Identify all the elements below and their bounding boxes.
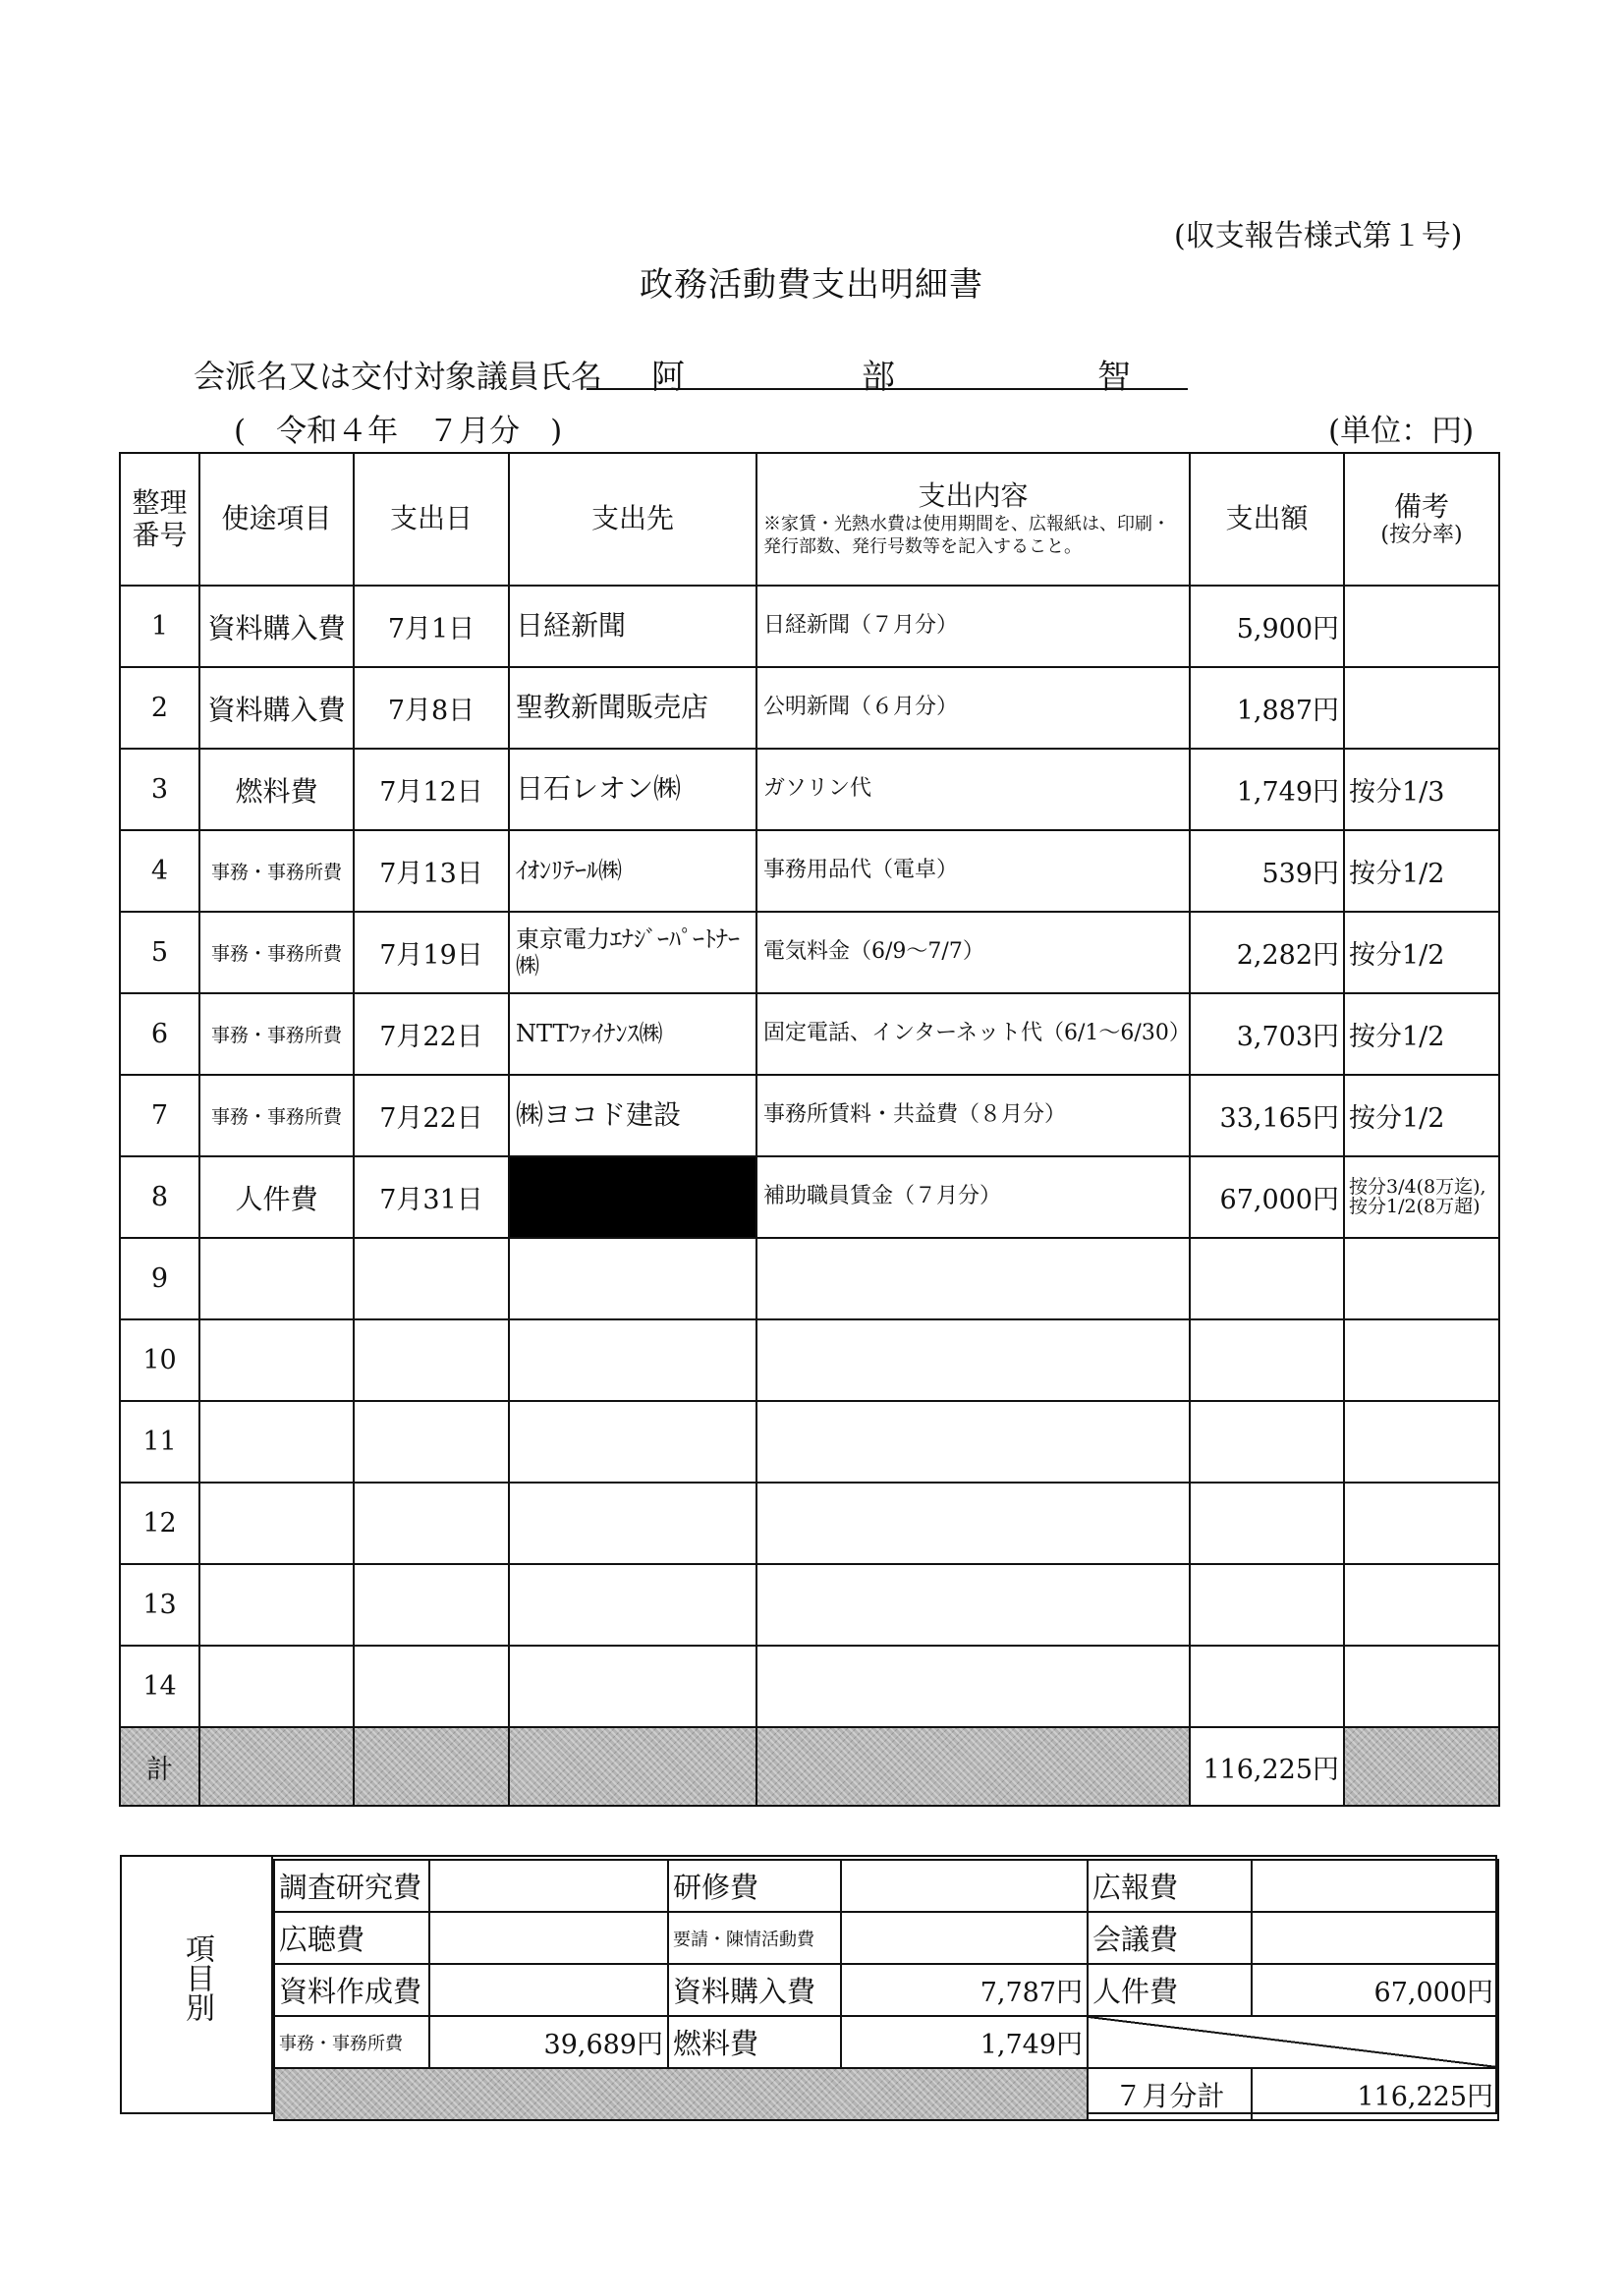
row-payee: NTTﾌｧｲﾅﾝｽ㈱ (509, 993, 756, 1075)
row-note: 按分1/3 (1344, 749, 1499, 830)
summary-category-label: 資料作成費 (274, 1964, 429, 2016)
table-row (120, 1075, 1499, 1156)
table-row (120, 1564, 1499, 1646)
row-note (1344, 1319, 1499, 1401)
row-payee: 日経新聞 (509, 586, 756, 667)
row-amount: 1,887円 (1190, 667, 1344, 749)
row-date (354, 1401, 509, 1483)
row-number: 5 (120, 912, 199, 993)
row-payee: 日石レオン㈱ (509, 749, 756, 830)
row-note (1344, 586, 1499, 667)
table-row (120, 1156, 1499, 1238)
row-note (1344, 1564, 1499, 1646)
row-date: 7月22日 (354, 1075, 509, 1156)
row-purpose: 燃料費 (199, 749, 354, 830)
row-number: 12 (120, 1483, 199, 1564)
row-amount (1190, 1319, 1344, 1401)
row-content: 日経新聞（７月分） (756, 586, 1190, 667)
header-content-note: ※家賃・光熱水費は使用期間を、広報紙は、印刷・発行部数、発行号数等を記入すること。 (763, 514, 1170, 557)
row-purpose (199, 1646, 354, 1727)
row-purpose (199, 1564, 354, 1646)
total-hatched-cell (1344, 1727, 1499, 1806)
row-date (354, 1483, 509, 1564)
row-number: 10 (120, 1319, 199, 1401)
row-date: 7月12日 (354, 749, 509, 830)
summary-row (274, 1964, 1498, 2016)
row-content (756, 1319, 1190, 1401)
table-row (120, 586, 1499, 667)
table-row (120, 912, 1499, 993)
total-amount: 116,225円 (1190, 1727, 1344, 1806)
row-content: 固定電話、インターネット代（6/1～6/30） (756, 993, 1190, 1075)
row-number: 7 (120, 1075, 199, 1156)
row-purpose (199, 1483, 354, 1564)
table-row (120, 1401, 1499, 1483)
total-label: 計 (120, 1727, 199, 1806)
summary-row (274, 1912, 1498, 1964)
row-payee (509, 1319, 756, 1401)
expenditure-table (119, 452, 1500, 1807)
row-content: 事務用品代（電卓） (756, 830, 1190, 912)
row-amount: 33,165円 (1190, 1075, 1344, 1156)
table-row (120, 1646, 1499, 1727)
member-name-char: 智 (1097, 358, 1131, 397)
header-content-title: 支出内容 (918, 478, 1029, 512)
row-amount (1190, 1401, 1344, 1483)
summary-category-label: 燃料費 (668, 2016, 841, 2068)
row-amount: 5,900円 (1190, 586, 1344, 667)
summary-category-value (1252, 1912, 1498, 1964)
total-hatched-cell (756, 1727, 1190, 1806)
summary-category-label: 要請・陳情活動費 (668, 1912, 841, 1964)
row-payee (509, 1238, 756, 1319)
summary-category-value (841, 1860, 1088, 1912)
summary-total-row (274, 2068, 1498, 2120)
row-date: 7月13日 (354, 830, 509, 912)
summary-category-value (429, 1860, 668, 1912)
summary-hatched-cell (274, 2068, 1088, 2120)
row-content (756, 1238, 1190, 1319)
summary-category-value: 1,749円 (841, 2016, 1088, 2068)
summary-category-value: 39,689円 (429, 2016, 668, 2068)
row-purpose: 人件費 (199, 1156, 354, 1238)
summary-category-label: 調査研究費 (274, 1860, 429, 1912)
header-note: 備考 (按分率) (1344, 453, 1499, 586)
row-number: 4 (120, 830, 199, 912)
header-payee: 支出先 (509, 453, 756, 586)
header-number: 整理 番号 (120, 453, 199, 586)
member-name-char: 阿 (651, 358, 685, 397)
table-row (120, 749, 1499, 830)
row-note (1344, 1401, 1499, 1483)
summary-row (274, 2016, 1498, 2068)
row-date (354, 1646, 509, 1727)
row-date: 7月31日 (354, 1156, 509, 1238)
summary-side-label-text: 項目別 (180, 1933, 214, 2022)
form-type-label: (収支報告様式第１号) (1174, 219, 1463, 253)
row-amount (1190, 1646, 1344, 1727)
row-amount: 67,000円 (1190, 1156, 1344, 1238)
row-payee (509, 1483, 756, 1564)
row-payee: 聖教新聞販売店 (509, 667, 756, 749)
row-content: 公明新聞（６月分） (756, 667, 1190, 749)
row-purpose (199, 1238, 354, 1319)
month-total-label: ７月分計 (1088, 2068, 1252, 2120)
row-content: 事務所賃料・共益費（８月分） (756, 1075, 1190, 1156)
header-purpose: 使途項目 (199, 453, 354, 586)
summary-category-value (1252, 1860, 1498, 1912)
row-number: 9 (120, 1238, 199, 1319)
row-amount: 1,749円 (1190, 749, 1344, 830)
header-amount: 支出額 (1190, 453, 1344, 586)
row-payee: ｲｵﾝﾘﾃｰﾙ㈱ (509, 830, 756, 912)
row-amount: 3,703円 (1190, 993, 1344, 1075)
summary-category-value: 67,000円 (1252, 1964, 1498, 2016)
row-content (756, 1483, 1190, 1564)
row-date: 7月19日 (354, 912, 509, 993)
table-row (120, 830, 1499, 912)
header-date: 支出日 (354, 453, 509, 586)
report-period: ( 令和４年 ７月分 ) (234, 414, 563, 449)
row-payee (509, 1401, 756, 1483)
row-purpose (199, 1401, 354, 1483)
row-amount: 2,282円 (1190, 912, 1344, 993)
redacted-payee-block (509, 1156, 756, 1238)
row-note: 按分1/2 (1344, 993, 1499, 1075)
member-name-char: 部 (862, 358, 895, 397)
row-content (756, 1564, 1190, 1646)
row-note (1344, 1238, 1499, 1319)
total-row (120, 1727, 1499, 1806)
summary-category-label: 資料購入費 (668, 1964, 841, 2016)
row-content: 電気料金（6/9～7/7） (756, 912, 1190, 993)
row-purpose: 事務・事務所費 (199, 830, 354, 912)
row-content (756, 1401, 1190, 1483)
row-amount (1190, 1564, 1344, 1646)
row-payee (509, 1564, 756, 1646)
table-row (120, 667, 1499, 749)
table-header-row (120, 453, 1499, 586)
row-amount (1190, 1483, 1344, 1564)
summary-category-label: 会議費 (1088, 1912, 1252, 1964)
row-payee: 東京電力ｴﾅｼﾞｰﾊﾟｰﾄﾅｰ㈱ (509, 912, 756, 993)
summary-table (273, 1859, 1499, 2121)
month-total-value: 116,225円 (1252, 2068, 1498, 2120)
row-number: 13 (120, 1564, 199, 1646)
row-note (1344, 667, 1499, 749)
summary-side-label (120, 1855, 273, 2114)
row-number: 14 (120, 1646, 199, 1727)
member-name-label: 会派名又は交付対象議員氏名 (194, 358, 603, 395)
row-note: 按分1/2 (1344, 912, 1499, 993)
row-date: 7月22日 (354, 993, 509, 1075)
row-number: 3 (120, 749, 199, 830)
total-hatched-cell (199, 1727, 354, 1806)
row-purpose: 事務・事務所費 (199, 1075, 354, 1156)
summary-category-label: 広報費 (1088, 1860, 1252, 1912)
summary-category-value (841, 1912, 1088, 1964)
summary-diagonal-blank (1088, 2016, 1498, 2068)
row-date: 7月1日 (354, 586, 509, 667)
row-note: 按分1/2 (1344, 830, 1499, 912)
table-row (120, 1483, 1499, 1564)
total-hatched-cell (354, 1727, 509, 1806)
row-purpose: 資料購入費 (199, 586, 354, 667)
summary-category-label: 広聴費 (274, 1912, 429, 1964)
row-number: 11 (120, 1401, 199, 1483)
document-title: 政務活動費支出明細書 (640, 265, 983, 305)
summary-category-label: 事務・事務所費 (274, 2016, 429, 2068)
row-note (1344, 1483, 1499, 1564)
row-amount: 539円 (1190, 830, 1344, 912)
row-number: 2 (120, 667, 199, 749)
row-number: 8 (120, 1156, 199, 1238)
row-payee: ㈱ヨコド建設 (509, 1075, 756, 1156)
table-row (120, 1238, 1499, 1319)
summary-row (274, 1860, 1498, 1912)
summary-category-value: 7,787円 (841, 1964, 1088, 2016)
header-content (756, 453, 1190, 586)
row-payee (509, 1646, 756, 1727)
summary-category-label: 研修費 (668, 1860, 841, 1912)
row-amount (1190, 1238, 1344, 1319)
summary-category-value (429, 1964, 668, 2016)
row-note: 按分3/4(8万迄),按分1/2(8万超) (1344, 1156, 1499, 1238)
row-date (354, 1319, 509, 1401)
row-content (756, 1646, 1190, 1727)
row-date: 7月8日 (354, 667, 509, 749)
row-date (354, 1238, 509, 1319)
row-note (1344, 1646, 1499, 1727)
row-number: 1 (120, 586, 199, 667)
summary-category-value (429, 1912, 668, 1964)
row-number: 6 (120, 993, 199, 1075)
row-purpose: 資料購入費 (199, 667, 354, 749)
row-purpose: 事務・事務所費 (199, 993, 354, 1075)
unit-label: (単位：円) (1328, 414, 1475, 449)
table-row (120, 1319, 1499, 1401)
summary-category-label: 人件費 (1088, 1964, 1252, 2016)
row-date (354, 1564, 509, 1646)
table-row (120, 993, 1499, 1075)
row-content: 補助職員賃金（７月分） (756, 1156, 1190, 1238)
row-purpose (199, 1319, 354, 1401)
total-hatched-cell (509, 1727, 756, 1806)
row-content: ガソリン代 (756, 749, 1190, 830)
row-note: 按分1/2 (1344, 1075, 1499, 1156)
row-purpose: 事務・事務所費 (199, 912, 354, 993)
